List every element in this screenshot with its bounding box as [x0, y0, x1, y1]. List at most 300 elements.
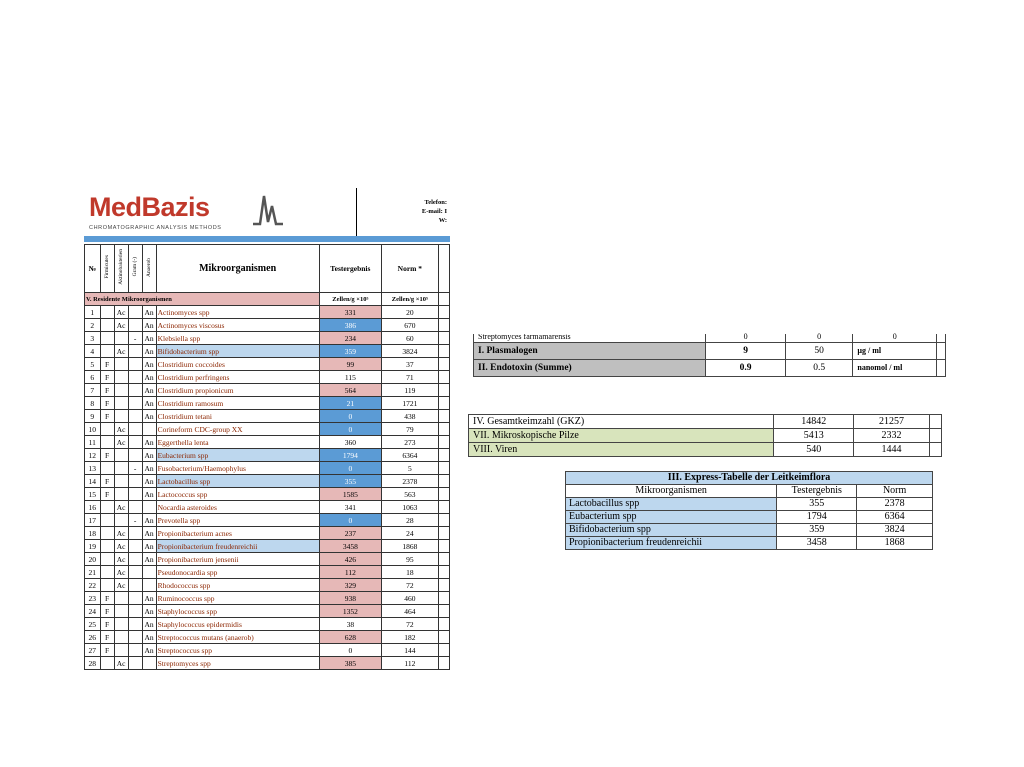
anaerob-flag	[142, 566, 156, 579]
extra-cell	[438, 332, 449, 345]
norm-value: 2378	[382, 475, 439, 488]
extra-cell	[438, 319, 449, 332]
extra-cell	[438, 657, 449, 670]
test-result: 938	[319, 592, 381, 605]
gram-flag	[128, 501, 142, 514]
actino-flag	[114, 644, 128, 657]
organism-name: Clostridium coccoides	[156, 358, 319, 371]
extra-cell	[438, 488, 449, 501]
anaerob-flag: An	[142, 644, 156, 657]
actino-flag: Ac	[114, 306, 128, 319]
row-number: 14	[85, 475, 101, 488]
row-number: 27	[85, 644, 101, 657]
anaerob-flag: An	[142, 332, 156, 345]
table-row	[85, 527, 450, 540]
gram-flag	[128, 423, 142, 436]
organism-name: Pseudonocardia spp	[156, 566, 319, 579]
actino-flag	[114, 371, 128, 384]
test-result: 628	[319, 631, 381, 644]
extra-cell	[438, 371, 449, 384]
norm-value: 1868	[382, 540, 439, 553]
norm-value: 24	[382, 527, 439, 540]
norm-value: 119	[382, 384, 439, 397]
norm-value: 37	[382, 358, 439, 371]
endotoxin-unit: nanomol / ml	[853, 359, 937, 376]
express-norm: 6364	[857, 511, 933, 524]
contact-email: E-mail: I	[421, 208, 447, 215]
summary-row-gkz	[469, 415, 942, 429]
norm-value: 1721	[382, 397, 439, 410]
table-row	[85, 436, 450, 449]
gram-flag	[128, 319, 142, 332]
table-row	[85, 423, 450, 436]
table-row	[85, 371, 450, 384]
firmicutes-flag	[100, 540, 114, 553]
norm-value: 18	[382, 566, 439, 579]
organism-name: Staphylococcus epidermidis	[156, 618, 319, 631]
express-col-norm: Norm	[857, 485, 933, 498]
firmicutes-flag	[100, 306, 114, 319]
organism-name: Clostridium propionicum	[156, 384, 319, 397]
test-result: 112	[319, 566, 381, 579]
firmicutes-flag: F	[100, 371, 114, 384]
plasmalogen-unit: µg / ml	[853, 342, 937, 359]
express-organism: Bifidobacterium spp	[566, 524, 777, 537]
express-col-test: Testergebnis	[777, 485, 857, 498]
norm-value: 72	[382, 579, 439, 592]
row-number: 26	[85, 631, 101, 644]
actino-flag	[114, 514, 128, 527]
firmicutes-flag: F	[100, 488, 114, 501]
express-row	[566, 524, 933, 537]
microorganism-table	[84, 244, 450, 670]
row-number: 15	[85, 488, 101, 501]
table-row	[85, 540, 450, 553]
anaerob-flag: An	[142, 631, 156, 644]
organism-name: Rhodococcus spp	[156, 579, 319, 592]
gram-flag	[128, 579, 142, 592]
row-number: 10	[85, 423, 101, 436]
express-value: 1794	[777, 511, 857, 524]
organism-name: Corineform CDC-group XX	[156, 423, 319, 436]
row-number: 23	[85, 592, 101, 605]
endotoxin-value: 0.9	[706, 359, 785, 376]
norm-value: 464	[382, 605, 439, 618]
express-organism: Propionibacterium freudenreichii	[566, 537, 777, 550]
test-result: 115	[319, 371, 381, 384]
norm-value: 182	[382, 631, 439, 644]
table-row	[85, 618, 450, 631]
plasmalogen-norm: 50	[785, 342, 853, 359]
organism-name: Clostridium tetani	[156, 410, 319, 423]
actino-flag	[114, 449, 128, 462]
chromatogram-icon	[252, 192, 284, 226]
norm-value: 79	[382, 423, 439, 436]
firmicutes-flag	[100, 436, 114, 449]
test-result: 386	[319, 319, 381, 332]
table-row	[85, 553, 450, 566]
organism-name: Ruminococcus spp	[156, 592, 319, 605]
express-row	[566, 498, 933, 511]
anaerob-flag	[142, 423, 156, 436]
firmicutes-flag	[100, 319, 114, 332]
firmicutes-flag: F	[100, 410, 114, 423]
row-number: 16	[85, 501, 101, 514]
anaerob-flag: An	[142, 553, 156, 566]
plasmalogen-table	[473, 334, 946, 377]
norm-value: 6364	[382, 449, 439, 462]
row-number: 19	[85, 540, 101, 553]
extra-cell	[438, 397, 449, 410]
row-number: 20	[85, 553, 101, 566]
gram-flag	[128, 397, 142, 410]
table-row	[85, 358, 450, 371]
col-anaerob: Anaerob	[142, 245, 156, 293]
row-number: 24	[85, 605, 101, 618]
firmicutes-flag	[100, 527, 114, 540]
extra-cell	[438, 436, 449, 449]
table-row	[85, 605, 450, 618]
firmicutes-flag	[100, 332, 114, 345]
firmicutes-flag: F	[100, 384, 114, 397]
actino-flag: Ac	[114, 579, 128, 592]
firmicutes-flag: F	[100, 618, 114, 631]
gram-flag	[128, 553, 142, 566]
row-number: 6	[85, 371, 101, 384]
organism-name: Fusobacterium/Haemophylus	[156, 462, 319, 475]
test-result: 0	[319, 514, 381, 527]
test-result: 21	[319, 397, 381, 410]
col-firmicutes: Firmicutes	[100, 245, 114, 293]
test-result: 0	[319, 462, 381, 475]
table-row	[85, 592, 450, 605]
express-table	[565, 471, 933, 550]
actino-flag	[114, 592, 128, 605]
gram-flag: -	[128, 462, 142, 475]
test-result: 234	[319, 332, 381, 345]
firmicutes-flag: F	[100, 592, 114, 605]
express-row	[566, 537, 933, 550]
anaerob-flag: An	[142, 605, 156, 618]
test-result: 99	[319, 358, 381, 371]
norm-value: 3824	[382, 345, 439, 358]
organism-name: Staphylococcus spp	[156, 605, 319, 618]
norm-value: 71	[382, 371, 439, 384]
firmicutes-flag: F	[100, 644, 114, 657]
table-row	[85, 332, 450, 345]
anaerob-flag: An	[142, 488, 156, 501]
extra-cell	[438, 475, 449, 488]
firmicutes-flag: F	[100, 631, 114, 644]
anaerob-flag: An	[142, 436, 156, 449]
table-row	[85, 462, 450, 475]
test-result: 329	[319, 579, 381, 592]
test-result: 237	[319, 527, 381, 540]
header-divider	[84, 236, 450, 242]
gram-flag	[128, 345, 142, 358]
gram-flag	[128, 592, 142, 605]
col-test-result: Testergebnis	[319, 245, 381, 293]
actino-flag: Ac	[114, 319, 128, 332]
gram-flag	[128, 475, 142, 488]
firmicutes-flag: F	[100, 605, 114, 618]
actino-flag	[114, 397, 128, 410]
extra-cell	[438, 592, 449, 605]
gram-flag	[128, 527, 142, 540]
actino-flag: Ac	[114, 436, 128, 449]
anaerob-flag	[142, 501, 156, 514]
row-number: 5	[85, 358, 101, 371]
test-result: 0	[319, 423, 381, 436]
row-number: 3	[85, 332, 101, 345]
extra-cell	[438, 501, 449, 514]
test-result: 564	[319, 384, 381, 397]
anaerob-flag: An	[142, 449, 156, 462]
norm-value: 60	[382, 332, 439, 345]
gram-flag	[128, 384, 142, 397]
pilze-norm: 2332	[854, 429, 930, 443]
organism-name: Eggerthella lenta	[156, 436, 319, 449]
express-norm: 3824	[857, 524, 933, 537]
table-row	[85, 631, 450, 644]
actino-flag	[114, 332, 128, 345]
organism-name: Prevotella spp	[156, 514, 319, 527]
row-number: 21	[85, 566, 101, 579]
extra-cell	[438, 566, 449, 579]
extra-cell	[438, 644, 449, 657]
table-row	[85, 319, 450, 332]
gram-flag	[128, 540, 142, 553]
anaerob-flag: An	[142, 540, 156, 553]
organism-name: Klebsiella spp	[156, 332, 319, 345]
table-row	[85, 566, 450, 579]
actino-flag: Ac	[114, 540, 128, 553]
gram-flag	[128, 605, 142, 618]
organism-name: Eubacterium spp	[156, 449, 319, 462]
anaerob-flag	[142, 579, 156, 592]
express-col-organism: Mikroorganismen	[566, 485, 777, 498]
anaerob-flag	[142, 657, 156, 670]
actino-flag	[114, 475, 128, 488]
norm-value: 144	[382, 644, 439, 657]
actino-flag: Ac	[114, 501, 128, 514]
anaerob-flag: An	[142, 345, 156, 358]
norm-value: 1063	[382, 501, 439, 514]
gram-flag	[128, 358, 142, 371]
extra-cell	[438, 345, 449, 358]
table-row	[85, 345, 450, 358]
firmicutes-flag	[100, 423, 114, 436]
pilze-value: 5413	[774, 429, 854, 443]
anaerob-flag: An	[142, 475, 156, 488]
test-result: 0	[319, 644, 381, 657]
anaerob-flag: An	[142, 306, 156, 319]
gram-flag	[128, 618, 142, 631]
row-number: 22	[85, 579, 101, 592]
partial-row-unit: 0	[853, 334, 937, 342]
gkz-label: IV. Gesamtkeimzahl (GKZ)	[469, 415, 774, 429]
actino-flag: Ac	[114, 423, 128, 436]
norm-value: 95	[382, 553, 439, 566]
gram-flag	[128, 306, 142, 319]
anaerob-flag: An	[142, 358, 156, 371]
norm-value: 5	[382, 462, 439, 475]
test-result: 359	[319, 345, 381, 358]
col-gram: Gram (-)	[128, 245, 142, 293]
section-row	[85, 293, 450, 306]
gram-flag	[128, 566, 142, 579]
organism-name: Propionibacterium freudenreichii	[156, 540, 319, 553]
summary-row-viren	[469, 443, 942, 457]
test-result: 38	[319, 618, 381, 631]
firmicutes-flag	[100, 462, 114, 475]
extra-cell	[438, 540, 449, 553]
row-number: 12	[85, 449, 101, 462]
contact-web: W:	[438, 217, 447, 224]
organism-name: Nocardia asteroides	[156, 501, 319, 514]
logo	[89, 194, 222, 231]
extra-cell	[438, 618, 449, 631]
firmicutes-flag	[100, 501, 114, 514]
actino-flag	[114, 384, 128, 397]
anaerob-flag: An	[142, 384, 156, 397]
gram-flag	[128, 631, 142, 644]
gram-flag	[128, 436, 142, 449]
test-result: 360	[319, 436, 381, 449]
extra-cell	[438, 358, 449, 371]
organism-name: Streptomyces spp	[156, 657, 319, 670]
table-header-row	[85, 245, 450, 293]
firmicutes-flag: F	[100, 449, 114, 462]
plasmalogen-value: 9	[706, 342, 785, 359]
actino-flag	[114, 618, 128, 631]
anaerob-flag: An	[142, 592, 156, 605]
gram-flag	[128, 449, 142, 462]
actino-flag: Ac	[114, 566, 128, 579]
test-result: 3458	[319, 540, 381, 553]
gram-flag: -	[128, 514, 142, 527]
extra-cell	[438, 514, 449, 527]
actino-flag	[114, 462, 128, 475]
anaerob-flag: An	[142, 527, 156, 540]
organism-name: Propionibacterium acnes	[156, 527, 319, 540]
viren-label: VIII. Viren	[469, 443, 774, 457]
express-organism: Eubacterium spp	[566, 511, 777, 524]
partial-row-value: 0	[706, 334, 785, 342]
express-value: 359	[777, 524, 857, 537]
actino-flag: Ac	[114, 345, 128, 358]
gkz-norm: 21257	[854, 415, 930, 429]
norm-value: 20	[382, 306, 439, 319]
table-row	[85, 657, 450, 670]
partial-row	[474, 334, 946, 342]
table-row	[85, 644, 450, 657]
table-row	[85, 501, 450, 514]
table-row	[85, 514, 450, 527]
express-row	[566, 511, 933, 524]
row-number: 11	[85, 436, 101, 449]
norm-value: 112	[382, 657, 439, 670]
endotoxin-norm: 0.5	[785, 359, 853, 376]
table-row	[85, 488, 450, 501]
plasmalogen-label: I. Plasmalogen	[474, 342, 706, 359]
row-number: 7	[85, 384, 101, 397]
summary-row-pilze	[469, 429, 942, 443]
anaerob-flag: An	[142, 514, 156, 527]
logo-text: MedBazis	[89, 192, 210, 222]
test-result: 341	[319, 501, 381, 514]
norm-value: 28	[382, 514, 439, 527]
firmicutes-flag	[100, 579, 114, 592]
firmicutes-flag	[100, 566, 114, 579]
unit-norm: Zellen/g ×10⁵	[382, 293, 439, 306]
organism-name: Actinomyces viscosus	[156, 319, 319, 332]
table-row	[85, 384, 450, 397]
extra-cell	[438, 527, 449, 540]
express-norm: 1868	[857, 537, 933, 550]
row-number: 2	[85, 319, 101, 332]
row-number: 28	[85, 657, 101, 670]
express-header-row	[566, 485, 933, 498]
gram-flag	[128, 657, 142, 670]
col-extra	[438, 245, 449, 293]
extra-cell	[438, 306, 449, 319]
logo-subtitle: CHROMATOGRAPHIC ANALYSIS METHODS	[89, 225, 222, 231]
norm-value: 563	[382, 488, 439, 501]
section-title: V. Residente Mikroorganismen	[85, 293, 320, 306]
organism-name: Bifidobacterium spp	[156, 345, 319, 358]
extra-cell	[438, 553, 449, 566]
viren-norm: 1444	[854, 443, 930, 457]
organism-name: Propionibacterium jensenii	[156, 553, 319, 566]
express-table-title: III. Express-Tabelle der Leitkeimflora	[566, 472, 933, 485]
norm-value: 670	[382, 319, 439, 332]
norm-value: 438	[382, 410, 439, 423]
table-row	[85, 410, 450, 423]
express-norm: 2378	[857, 498, 933, 511]
firmicutes-flag: F	[100, 397, 114, 410]
partial-row-label: Streptomyces farmamarensis	[474, 334, 706, 342]
row-number: 4	[85, 345, 101, 358]
actino-flag	[114, 488, 128, 501]
extra-cell	[438, 384, 449, 397]
pilze-label: VII. Mikroskopische Pilze	[469, 429, 774, 443]
firmicutes-flag	[100, 345, 114, 358]
gram-flag	[128, 488, 142, 501]
table-row	[85, 579, 450, 592]
organism-name: Lactococcus spp	[156, 488, 319, 501]
organism-name: Actinomyces spp	[156, 306, 319, 319]
plasmalogen-row	[474, 342, 946, 359]
summary-table	[468, 414, 942, 457]
anaerob-flag: An	[142, 397, 156, 410]
gram-flag	[128, 371, 142, 384]
row-number: 25	[85, 618, 101, 631]
report-sheet	[84, 184, 450, 686]
test-result: 355	[319, 475, 381, 488]
test-result: 331	[319, 306, 381, 319]
anaerob-flag: An	[142, 618, 156, 631]
table-row	[85, 449, 450, 462]
test-result: 1585	[319, 488, 381, 501]
unit-test: Zellen/g ×10⁵	[319, 293, 381, 306]
norm-value: 273	[382, 436, 439, 449]
express-value: 3458	[777, 537, 857, 550]
anaerob-flag: An	[142, 462, 156, 475]
gkz-value: 14842	[774, 415, 854, 429]
firmicutes-flag	[100, 657, 114, 670]
endotoxin-row	[474, 359, 946, 376]
